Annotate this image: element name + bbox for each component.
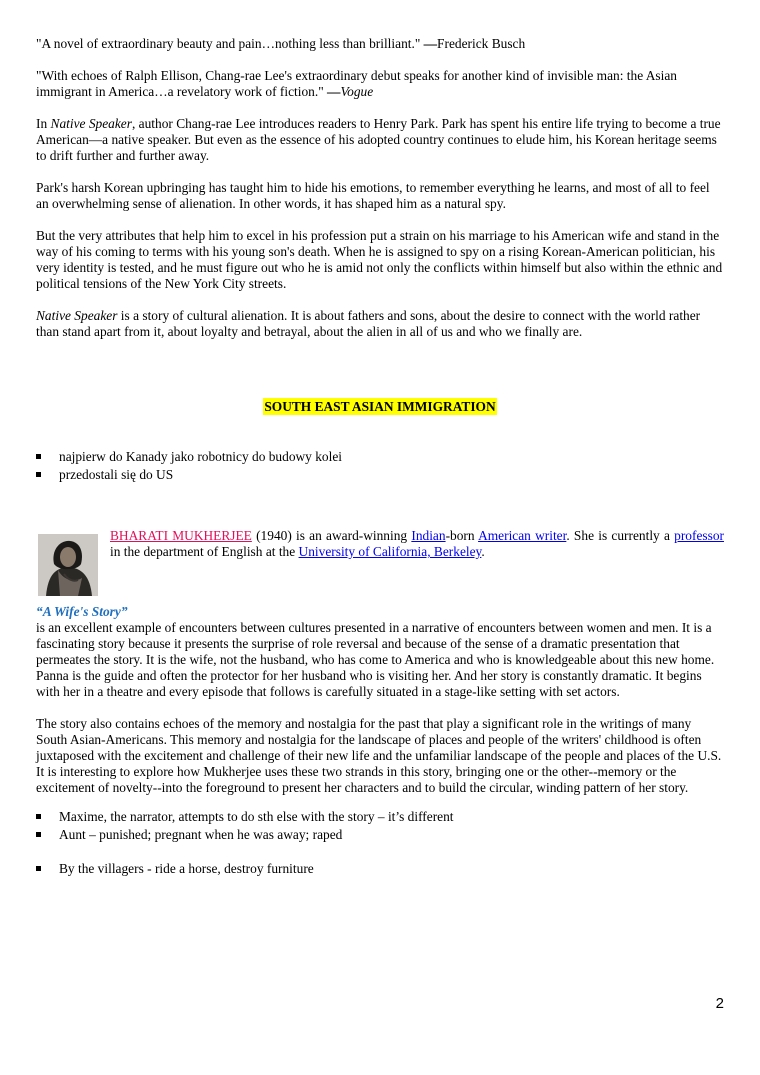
bullet-icon (36, 454, 41, 459)
page-number: 2 (715, 995, 724, 1012)
bullet-icon (36, 472, 41, 477)
author-bio-text: BHARATI MUKHERJEE (1940) is an award-winning Indian-born American writer. She is currently a professor in the department of English at the University of California, Berkeley. (110, 528, 724, 559)
story-paragraph-1: is an excellent example of encounters between cultures presented in a narrative of encounters between women and men. It is a fascinating story because it presents the surprise of role reversal and because of the sense of a dramatic presentation that permeates the story. It is the wife, not the husband, who has come to America and who is knowledgeable about this new home. Panna is the guide and often the protector for her husband who is visiting her. And her story is constantly dramatic. It begins with her in a theatre and every episode that follows is carefully situated in a stage-like setting with set actors. (36, 620, 715, 699)
story-title: “A Wife's Story” (36, 604, 128, 619)
document-page (36, 36, 724, 878)
author-bio (36, 528, 724, 602)
professor-link[interactable]: professor (674, 528, 724, 543)
villagers-bullet-list (36, 860, 724, 878)
list-item: Maxime, the narrator, attempts to do sth else with the story – it’s different (36, 808, 724, 826)
author-name-link[interactable]: BHARATI MUKHERJEE (110, 528, 252, 543)
story-paragraph-2: The story also contains echoes of the memory and nostalgia for the past that play a significant role in the writings of many South Asian-Americans. This memory and nostalgia for the landscape of places and people of the writers' childhood is often juxtaposed with the excitement and challenge of their new life and the unfamiliar landscape of the people and places of the U.S. It is interesting to explore how Mukherjee uses these two strands in this story, bringing one or the other--memory or the excitement of novelty--into the foreground to present her characters and to build the circular, winding pattern of her story. (36, 716, 722, 795)
indian-link[interactable]: Indian (411, 528, 446, 543)
immigration-bullet-list (36, 448, 724, 484)
quote-1: "A novel of extraordinary beauty and pain…nothing less than brilliant." —Frederick Busch (36, 36, 526, 51)
intro-paragraph-1: In Native Speaker, author Chang-rae Lee introduces readers to Henry Park. Park has spent his entire life trying to become a true American—a native speaker. But even as the essence of his adopted country continues to elude him, his Korean heritage seems to drift further and further away. (36, 116, 721, 163)
section-heading: SOUTH EAST ASIAN IMMIGRATION (264, 399, 496, 414)
bullet-icon (36, 814, 41, 819)
intro-paragraph-2: Park's harsh Korean upbringing has taught him to hide his emotions, to remember everything he learns, and most of all to feel an overwhelming sense of alienation. In other words, it has shaped him as a natural spy. (36, 180, 710, 211)
bullet-icon (36, 832, 41, 837)
list-item: By the villagers - ride a horse, destroy furniture (36, 860, 724, 878)
list-item: przedostali się do US (36, 466, 724, 484)
quote-2: "With echoes of Ralph Ellison, Chang-rae Lee's extraordinary debut speaks for another kind of invisible man: the Asian immigrant in America…a revelatory work of fiction." —Vogue (36, 68, 677, 99)
intro-paragraph-4: Native Speaker is a story of cultural alienation. It is about fathers and sons, about the desire to connect with the world rather than stand apart from it, about loyalty and betrayal, about the alien in all of us and who we finally are. (36, 308, 701, 339)
uc-berkeley-link[interactable]: University of California, Berkeley (298, 544, 482, 559)
bullet-icon (36, 866, 41, 871)
american-writer-link[interactable]: American writer (478, 528, 567, 543)
author-portrait-photo (38, 534, 98, 596)
story-bullet-list (36, 808, 724, 844)
list-item: Aunt – punished; pregnant when he was away; raped (36, 826, 724, 844)
intro-paragraph-3: But the very attributes that help him to excel in his profession put a strain on his marriage to his American wife and stand in the way of his coming to terms with his young son's death. When he is assigned to spy on a rising Korean-American politician, his very identity is tested, and he must figure out who he is amid not only the conflicts within himself but also within the ethnic and political tensions of the New York City streets. (36, 228, 723, 291)
list-item: najpierw do Kanady jako robotnicy do budowy kolei (36, 448, 724, 466)
